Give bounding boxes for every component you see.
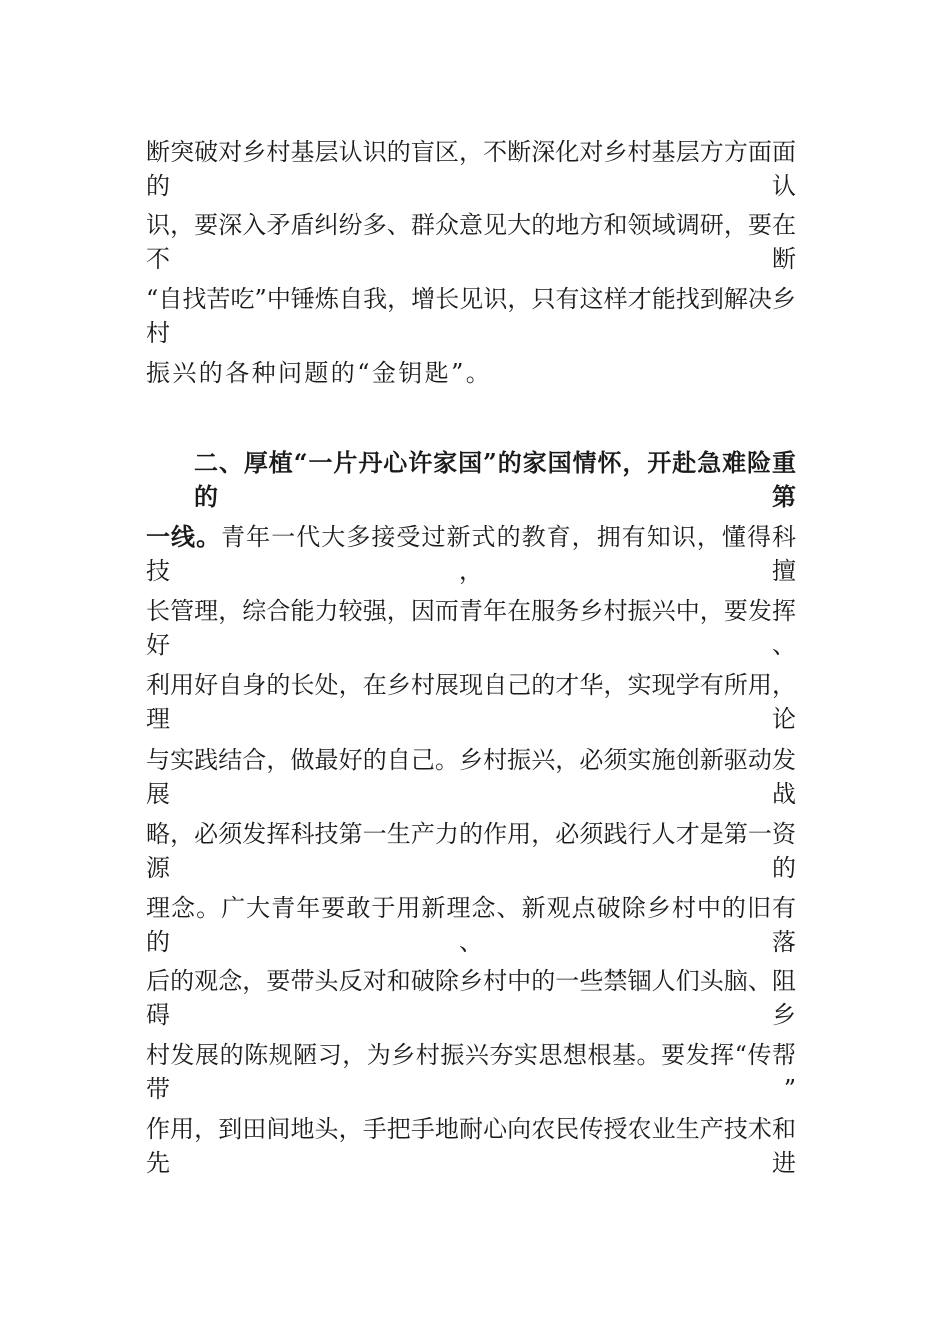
paragraph-line: 村发展的陈规陋习，为乡村振兴夯实思想根基。要发挥“传帮带”: [146, 1041, 796, 1103]
paragraph-line: 断突破对乡村基层认识的盲区，不断深化对乡村基层方方面面的认: [146, 138, 796, 200]
paragraph-line: 长管理，综合能力较强，因而青年在服务乡村振兴中，要发挥好、: [146, 597, 796, 659]
paragraph-line: 识，要深入矛盾纠纷多、群众意见大的地方和领域调研，要在不断: [146, 211, 796, 273]
paragraph-line: 后的观念，要带头反对和破除乡村中的一些禁锢人们头脑、阻碍乡: [146, 967, 796, 1029]
paragraph-line: 利用好自身的长处，在乡村展现自己的才华，实现学有所用，理论: [146, 671, 796, 733]
paragraph-line: 略，必须发挥科技第一生产力的作用，必须践行人才是第一资源的: [146, 820, 796, 882]
paragraph-line: 与实践结合，做最好的自己。乡村振兴，必须实施创新驱动发展战: [146, 746, 796, 808]
paragraph-line: 作用，到田间地头，手把手地耐心向农民传授农业生产技术和先进: [146, 1115, 796, 1177]
paragraph-line-mixed: [146, 520, 796, 588]
paragraph-line-text: 青年一代大多接受过新式的教育，拥有知识，懂得科技，擅: [146, 523, 797, 585]
paragraph-line: “自找苦吃”中锤炼自我，增长见识，只有这样才能找到解决乡村: [146, 285, 796, 347]
section-heading-end: 一线。: [146, 522, 222, 551]
section-heading: 二、厚植“一片丹心许家国”的家国情怀，开赴急难险重的第: [194, 448, 796, 511]
paragraph-line: 振兴的各种问题的“金钥匙”。: [146, 359, 493, 387]
paragraph-line: 理念。广大青年要敢于用新理念、新观点破除乡村中的旧有的、落: [146, 894, 796, 956]
